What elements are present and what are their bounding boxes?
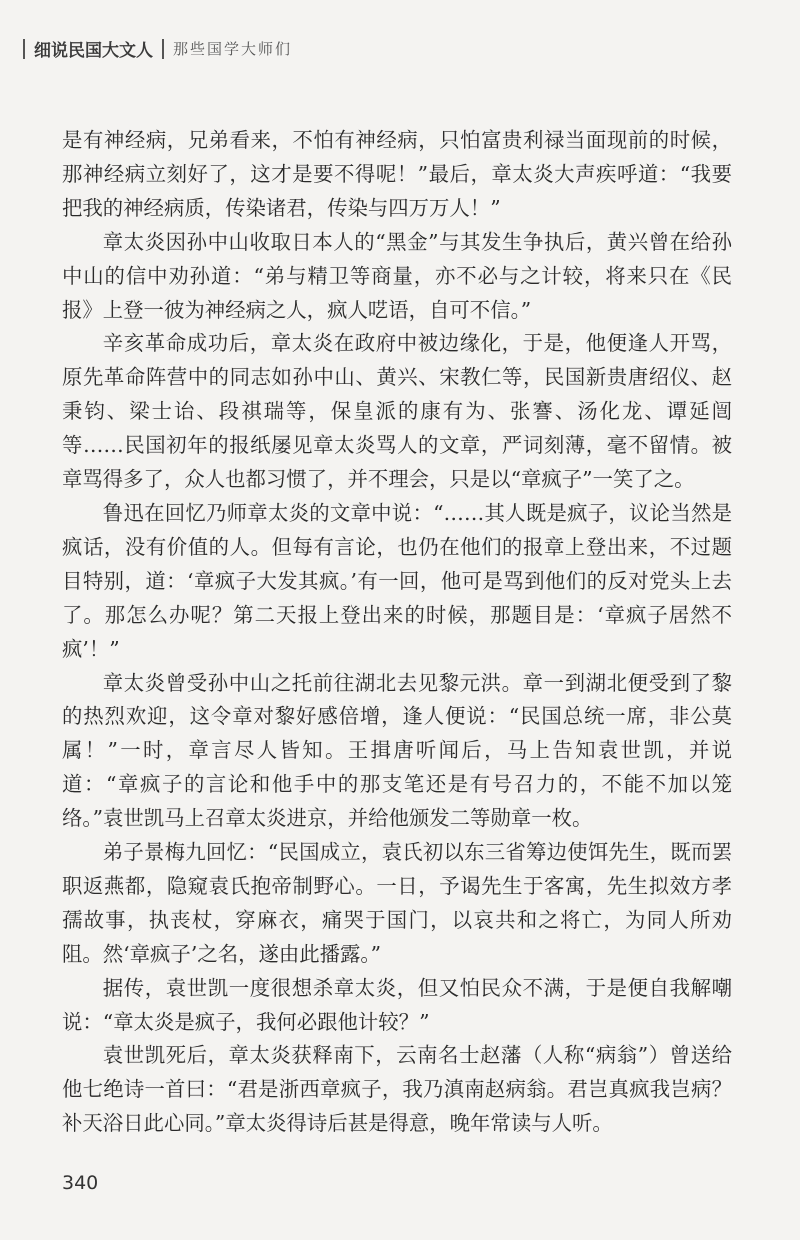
page-number: 340: [62, 1172, 99, 1194]
book-title: 细说民国大文人: [34, 41, 153, 61]
paragraph: 章太炎曾受孙中山之托前往湖北去见黎元洪。章一到湖北便受到了黎的热烈欢迎，这令章对黎好感倍增，逢人便说：“民国总统一席，非公莫属！”一时，章言尽人皆知。王揖唐听闻后，马上告知袁世凯，并说道：“章疯子的言论和他手中的那支笔还是有号召力的，不能不加以笼络。”袁世凯马上召章太炎进京，并给他颁发二等勋章一枚。: [62, 670, 732, 831]
chapter-title: 那些国学大师们: [173, 40, 293, 58]
running-header: [14, 36, 292, 61]
paragraph: 弟子景梅九回忆：“民国成立，袁氏初以东三省筹边使饵先生，既而罢职返燕都，隐窥袁氏抱帝制野心。一日，予谒先生于客寓，先生拟效方孝孺故事，执丧杖，穿麻衣，痛哭于国门，以哀共和之将亡，为同人所劝阻。然‘章疯子’之名，遂由此播露。”: [62, 840, 732, 966]
paragraph: 是有神经病，兄弟看来，不怕有神经病，只怕富贵利禄当面现前的时候，那神经病立刻好了，这才是要不得呢！”最后，章太炎大声疾呼道：“我要把我的神经病质，传染诸君，传染与四万万人！”: [62, 128, 732, 220]
paragraph: 袁世凯死后，章太炎获释南下，云南名士赵藩（人称“病翁”）曾送给他七绝诗一首曰：“君是浙西章疯子，我乃滇南赵病翁。君岂真疯我岂病？补天浴日此心同。”章太炎得诗后甚是得意，晚年常读与人听。: [62, 1043, 732, 1136]
paragraph: 章太炎因孙中山收取日本人的“黑金”与其发生争执后，黄兴曾在给孙中山的信中劝孙道：“弟与精卫等商量，亦不必与之计较，将来只在《民报》上登一彼为神经病之人，疯人呓语，自可不信。”: [62, 229, 732, 322]
body-text: [62, 124, 732, 1141]
paragraph: 据传，袁世凯一度很想杀章太炎，但又怕民众不满，于是便自我解嘲说：“章太炎是疯子，我何必跟他计较？”: [62, 975, 732, 1034]
paragraph: 辛亥革命成功后，章太炎在政府中被边缘化，于是，他便逢人开骂，原先革命阵营中的同志如孙中山、黄兴、宋教仁等，民国新贵唐绍仪、赵秉钧、梁士诒、段祺瑞等，保皇派的康有为、张謇、汤化龙、谭延闿等……民国初年的报纸屡见章太炎骂人的文章，严词刻薄，毫不留情。被章骂得多了，众人也都习惯了，并不理会，只是以“章疯子”一笑了之。: [62, 331, 732, 492]
header-divider: [162, 39, 164, 59]
header-divider: [23, 39, 25, 59]
paragraph: 鲁迅在回忆乃师章太炎的文章中说：“……其人既是疯子，议论当然是疯话，没有价值的人。但每有言论，也仍在他们的报章上登出来，不过题目特别，道：‘章疯子大发其疯。’有一回，他可是骂到他们的反对党头上去了。那怎么办呢？第二天报上登出来的时候，那题目是：‘章疯子居然不疯’！”: [62, 500, 732, 661]
